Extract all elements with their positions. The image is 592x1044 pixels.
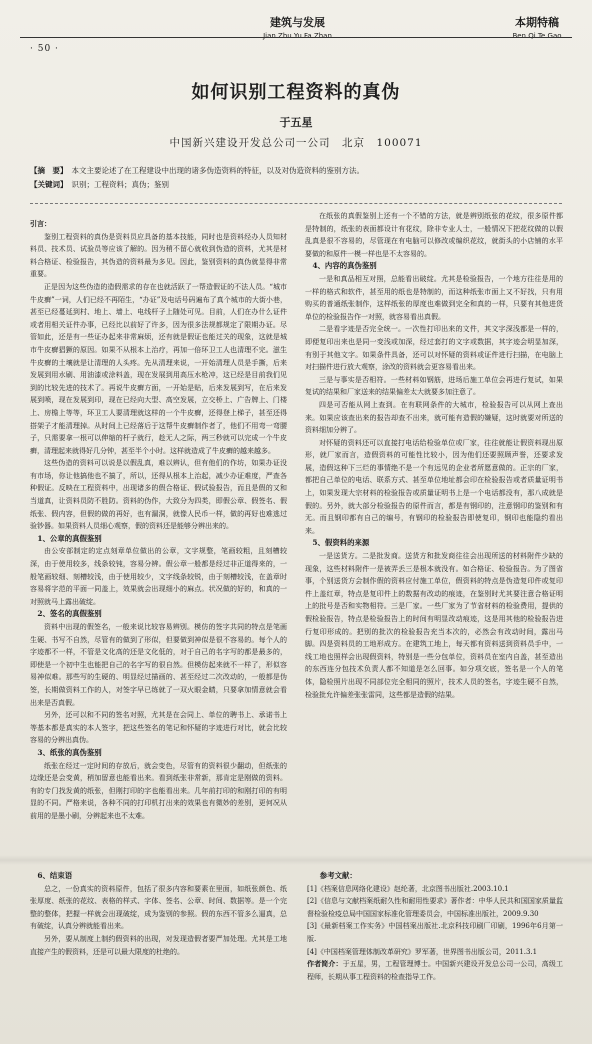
author-bio (305, 958, 563, 983)
section-name-en: Ben Qi Te Gao (512, 32, 562, 40)
section-heading-paper: 3、纸张的真伪鉴别 (37, 747, 102, 757)
section-heading-content: 4、内容的真伪鉴别 (312, 261, 377, 271)
journal-name-en: Jian Zhu Yu Fa Zhan (263, 32, 332, 40)
author-bio-label: 作者简介： (307, 959, 343, 969)
keywords-line (30, 178, 562, 192)
references-column (305, 870, 563, 1035)
author-affiliation: 中国新兴建设开发总公司一公司 北京 100071 (169, 137, 423, 149)
section-heading-signature: 2、签名的真假鉴别 (37, 609, 102, 619)
page-number: · 50 · (30, 44, 59, 54)
keywords-text: 识别；工程资料；真伪；鉴别 (71, 180, 169, 189)
body-column-left (30, 218, 287, 850)
reference-item: [3]《最新档案工作实务》中国档案出版社.北京科技印刷厂印刷，1996年6月第一版. (307, 922, 563, 943)
paragraph: 另外，要从制度上制约假资料的出现，对发现造假者要严加处理。尤其是工地直接产生的假资料，还是可以最大限度的杜绝的。 (30, 934, 287, 956)
paragraph: 一是和真品相互对照，总能看出破绽。尤其是检验报告，一个地方往往是用的一样的格式和软件，甚至用的纸也是特制的，而这种纸张市面上又不好找，只有用购买的普通纸张制作，这样纸张的厚度也难做到完全和真的一样，只要有其他进货单位的检验报告作一对照，就容易看出真假。 (305, 274, 563, 321)
reference-item: [4]《中国档案管理体制改革研究》罗军著，世界图书出版公司，2011.3.1 (307, 947, 538, 956)
keywords-label: 【关键词】 (30, 180, 68, 189)
paragraph: 资料中出现的假签名，一般来说比较容易辨别。模仿的签字共同的特点是笔画生硬、书写不自然，尽管有的做到了形似，但要做到神似是很不容易的。每个人的字迹都不一样，不管是文化高的还是文化低的，对于自己的名字写的都是最多的，即使是一个初中生也能把自己的名字写的很自然。但模仿起来就不一样了，形似容易神似难。那些写的生硬的、明显经过描画的、甚至经过二次改动的，一般都是伪签，长期做资料工作的人，对签字早已练就了一双火眼金睛，只要拿加情意就会看出来是否真假。 (30, 623, 287, 707)
paragraph: 总之，一份真实的资料原件，包括了很多内容和要素在里面，如纸张颜色、纸张厚度、纸张的花纹、表格的样式、字体、签名、公章、时间、数据等。是一个完整的整体，把握一样就会出现破绽，成为鉴别的参照。假的东西不管多么逼真，总有破绽，认真分辨就能看出来。 (30, 884, 287, 931)
references-title: 参考文献： (319, 871, 357, 880)
article-author: 于五星 (279, 116, 313, 129)
paragraph: 在纸张的真假鉴别上还有一个不错的方法，就是辨别纸张的花纹，很多原件都是特制的，纸张的表面都设计有花纹，除非专业人士，一般情况下把花纹做的以假乱真是很不容易的，尽管现在有电脑可以修改或编织花纹，就街头的小店铺的水平要做的和原件一模一样也是不太容易的。 (305, 212, 563, 258)
journal-name-cn: 建筑与发展 (270, 16, 325, 29)
paragraph: 四是可否能从网上查到。在有联网条件的大城市，检验报告可以从网上查出来。如果应该查出来的报告却查不出来，就可能有造假的嫌疑，这时就要对所送的资料细加分辨了。 (305, 400, 563, 435)
article-title: 如何识别工程资料的真伪 (191, 82, 401, 103)
paragraph: 正是因为这些伪造的造假需求的存在也就活跃了一帮造假证的不法人员。“城市牛皮癣”一词，人们已经不再陌生，“办证”及电话号码遍布了真个城市的大街小巷，甚至已经蔓延到村、地上、墙上、电线杆子上随处可见。目前，人们在办什么证件或者用相关证件办事，已经比以前好了许多，因为很多法规都规定了限期办证。尽管如此，还是有一些证办起来非常麻烦，还有就是假证也能过关的现象，这就是城市牛皮癣猖獗的原因。如果不从根本上治疗，再加一倍环卫工人也清理不完。滋生牛皮癣的土壤就是让清理的人头疼。先从清理来说，一开始清理人员是手撕，后来发展到用水刷、用油漆或涂料盖，现在发展到用高压水枪冲，这已经是目前我们见到的比较先进的技术了。再说牛皮癣方面，一开始是贴，后来发展到写，在后来发展到喷，现在发展到印，现在已经向大型、高空发展，立交桥上、广告牌上、门楼上、房檐上等等，环卫工人要清理就这样的一个牛皮癣，还得登上梯子，甚至还得搭架子才能清理掉。从时间上已经落后于这帮牛皮癣制作者了，他们不用弯一弯腰子，只需要拿一根可以伸缩的杆子就行，趁无人之际，两三秒就可以完成一个牛皮癣，清理起来就得好几分钟，甚至半个小时。这样就造成了牛皮癣的越来越多。 (30, 282, 287, 455)
paragraph: 二是看字迹是否完全统一。一次性打印出来的文件，其文字深浅都是一样的，即便复印出来也是同一变浅或加深，经过套打的文字或数据，其字迹会明显加深，有别于其他文字。如果条件具备，还可以对怀疑的资料或证件进行扫描，在电脑上对扫描件进行放大观察，涂改的资料就会更容易看出来。 (305, 325, 563, 372)
intro-heading: 引言： (30, 219, 51, 228)
paragraph: 另外，还可以和不同的签名对照，尤其是在会同上、单位的聘书上、承诺书上等基本都是真实的本人签字，把这些签名的笔记和怀疑的字迹进行对比，就会比较容易的分辨出真伪。 (30, 711, 287, 745)
abstract-label: 【摘 要】 (30, 166, 68, 175)
header-divider (20, 37, 572, 38)
paragraph: 这些伪造的资料可以说是以假乱真，难以辨认，但有他们的作坊，如果办证没有市场，你让他搞他也不搞了，所以，还得从根本上治起，减少办证难度，严查各种假证。反映在工程资料中，出现诸多的假合格证、假试验报告，而且是假的又和当道真，让资料员防不胜防。资料的伪作，大致分为四类，即假公章、假签名、假纸张、假内容，但假的做的再好，也有漏洞，就像人民币一样，做的再好也难逃过验钞器。如果资料人员细心观察，假的资料还是能够分辨出来的。 (30, 459, 287, 531)
section-heading-seal: 1、公章的真假鉴别 (37, 533, 102, 543)
paragraph: 三是与事实是否相符。一些材料如钢筋，进场后施工单位会再进行复试，如果复试的结果和厂家送来的结果偏差太大就要多加注意了。 (305, 375, 563, 397)
conclusion-column (30, 870, 287, 1035)
paragraph: 鉴别工程资料的真伪是资料员应具备的基本技能，同时也是资料经办人员知材料员、技术员、试验员等应该了解的。因为稍不留心就收到伪造的资料，尤其是材料合格证、检验报告，其伪造的资料最为多见。因此，鉴别资料的真伪就显得非常重要。 (30, 232, 287, 279)
paragraph: 对怀疑的资料还可以直接打电话给检验单位或厂家，往往就能让假资料现出原形，就厂家而言，造假资料的可能性比较小，因为他们还要照顾声誉，还要求发展，造假这种下三烂的事情绝不是一个有远见的企业者所愿意做的。正宗的厂家，都把自己单位的电话、联系方式、甚至单位地址都会印在检验报告或者质量证明书上，如果发现大宗材料的检验报告或质量证明书上是一个电话都没有，那八成就是假的。另外，就大部分检验报告的原件而言，都是有钢印的，注意钢印的鉴别和有无。而且钢印都有自己的编号，有钢印的检验报告即使复印，钢印也能隐约看出来。 (305, 438, 563, 535)
paragraph: 由公安部制定的定点刻章单位做出的公章，文字规整，笔画较粗，且刻槽较深，由于使用较多，线条较钝，容易分辨。假公章一般都是经过非正道得来的，一般笔画较细、刻槽较浅，由于使用较少，文字线条较锐，由于刻槽较浅，在盖章时容易将字范的平面一同盖上，效果就会出现细小的麻点。状况做的好的，和真的一对照就马上露出破绽。 (30, 547, 287, 606)
abstract-divider (30, 203, 562, 204)
paragraph: 纸张在经过一定时间的存放后，就会变色，尽管有的资料很少翻动，但纸张的边缘还是会变黄，稍加留意也能看出来。看到纸张非常新，那肯定是刚做的资料。有的专门找发黄的纸张，但刚打印的字也能看出来。几年前打印的和刚打印的有明显的不同。严格来说，各种不同的打印机打出来的效果也有微妙的差别，更何况从前用的是墨小刷，分辨起来也不太难。 (30, 761, 287, 820)
section-name-cn: 本期特稿 (515, 16, 559, 29)
body-column-right (305, 210, 563, 850)
page-fold-shadow (0, 855, 592, 865)
reference-item: [2]《信息与文献档案纸耐久性和耐用性要求》著作者：中华人民共和国国家质量监督检验检疫总局中国国家标准化管理委员会，中国标准出版社，2009.9.30 (307, 897, 563, 918)
reference-item: [1]《档案信息网络化建设》赵纶著，北京图书出版社.2003.10.1 (307, 884, 509, 893)
paragraph: 一是送货方。二是批发商。送货方和批发商往往会出现所送的材料附件少缺的现象，这些材料附件一是被弄丢三是根本就没有。如合格证、检验报告。为了图省事，个别送货方会制作假的资料应付施工单位，假资料的特点是伪造复印件或复印件上盖红章，特点是复印件上的数据有改动的痕迹，在鉴别时尤其要注意合格证明上的批号是否和实物相符。三是厂家。一些厂家为了节省材料的检验费用，提供的假检验报告，特点是检验报告上的时间有明显改动痕迹，这是用其他的检验报告进行复印形成的。把别的批次的检验报告充当本次的，必然会有改动时间，露出马脚。四是资料员的工地形成方。在建筑工地上，每天都有资料送到资料员手中，一线工地也照样会出现假资料，特别是一些分包单位，资料员在室内自盖，甚至造出的东西连分包技术负责人都不知道是怎么回事。如分项交底，签名是一个人的笔体，隐检照片出现不同部位完全相同的照片，技术人员的签名，字迹生硬不自然，检验批允许偏差张张雷同，这些都是造假的结果。 (305, 552, 563, 699)
author-bio-text: 于五星，男，工程管理博士。中国新兴建设开发总公司一公司，高级工程师，长期从事工程资料的检查指导工作。 (307, 960, 563, 981)
abstract-block (30, 164, 562, 192)
section-heading-source: 5、假资料的来源 (312, 538, 370, 548)
section-heading-conclusion: 6、结束语 (37, 871, 73, 880)
abstract-line (30, 164, 562, 178)
abstract-text: 本文主要论述了在工程建设中出现的诸多伪造资料的特征，以及对伪造资料的鉴别方法。 (71, 166, 364, 175)
